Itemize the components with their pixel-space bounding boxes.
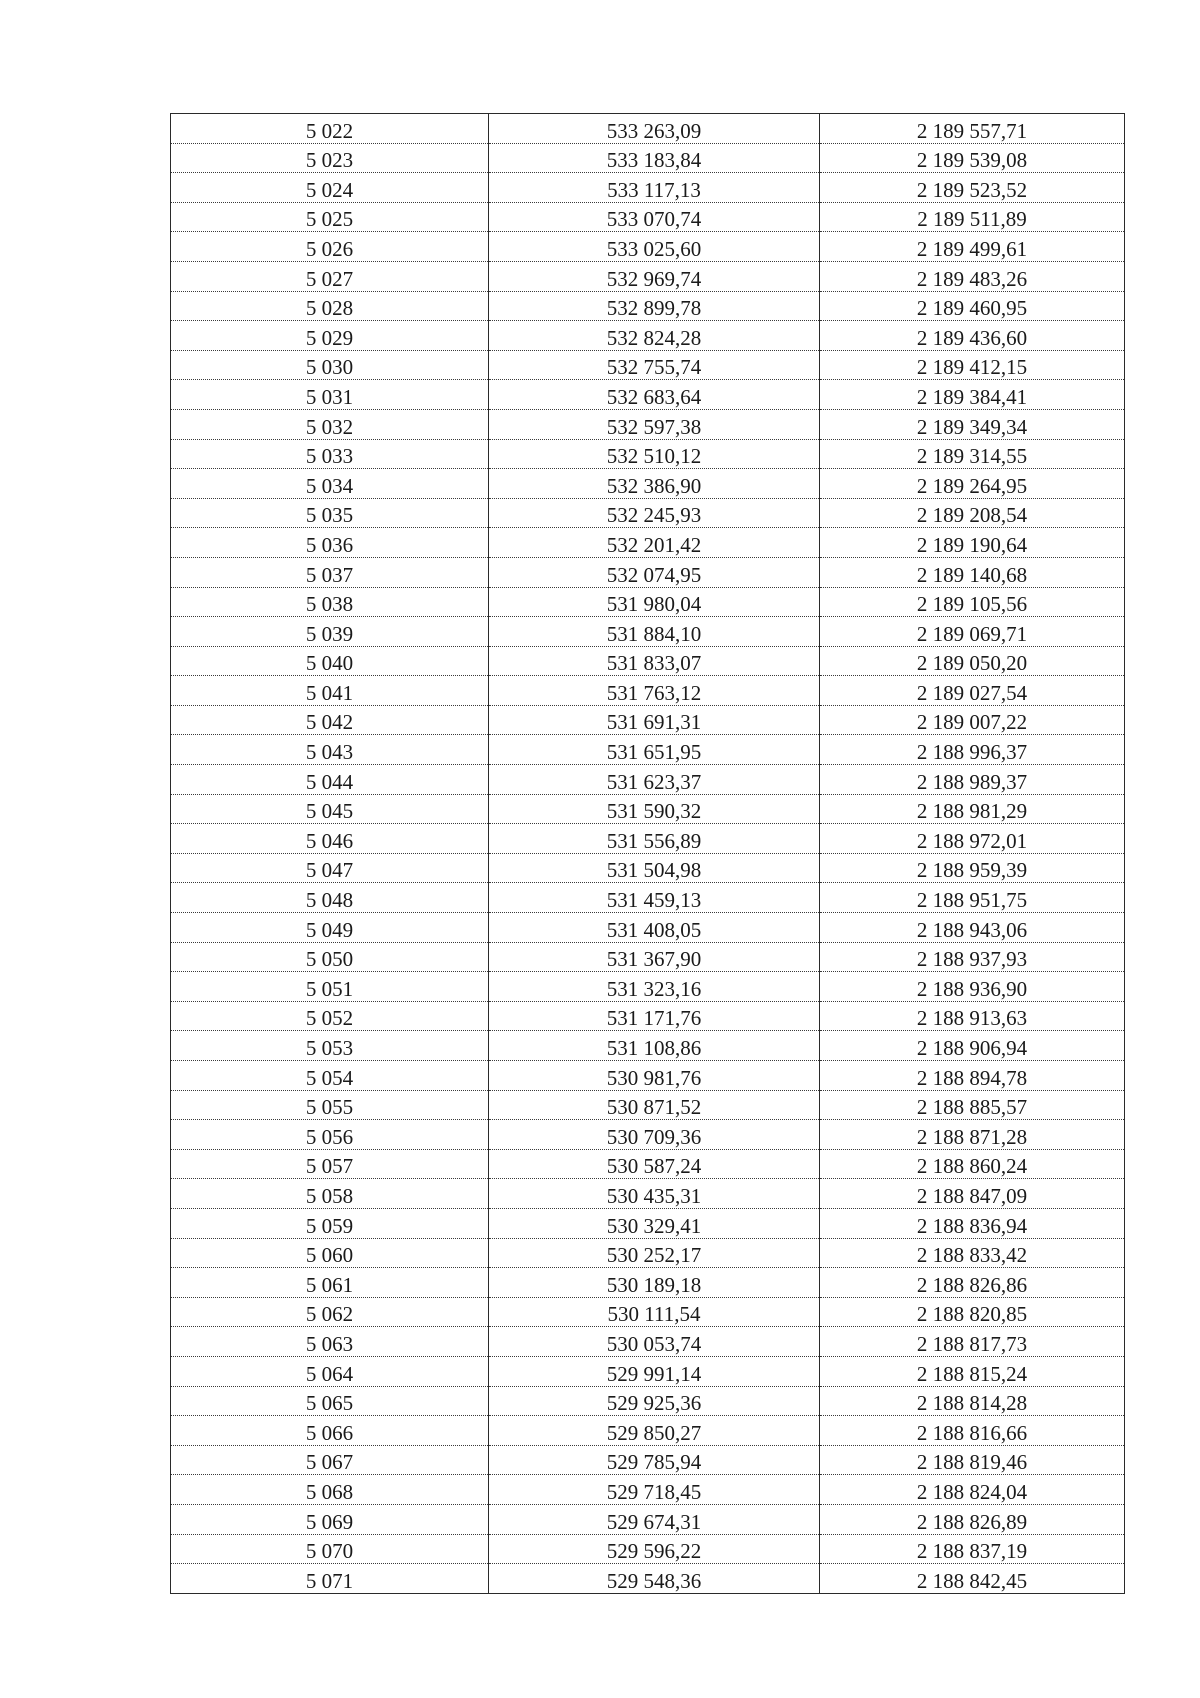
table-row: [171, 409, 1125, 439]
table-row: [171, 972, 1125, 1002]
y-coordinate-cell: 2 188 837,19: [820, 1534, 1125, 1564]
y-coordinate-cell: 2 188 937,93: [820, 942, 1125, 972]
x-coordinate-cell: 531 763,12: [489, 676, 820, 706]
table-row: [171, 883, 1125, 913]
x-coordinate-cell: 531 367,90: [489, 942, 820, 972]
table-row: [171, 143, 1125, 173]
table-row: [171, 676, 1125, 706]
table-row: [171, 380, 1125, 410]
y-coordinate-cell: 2 188 972,01: [820, 824, 1125, 854]
y-coordinate-cell: 2 189 007,22: [820, 705, 1125, 735]
table-row: [171, 202, 1125, 232]
point-number-cell: 5 027: [171, 261, 489, 291]
y-coordinate-cell: 2 189 460,95: [820, 291, 1125, 321]
table-row: [171, 705, 1125, 735]
y-coordinate-cell: 2 188 816,66: [820, 1416, 1125, 1446]
point-number-cell: 5 054: [171, 1061, 489, 1091]
point-number-cell: 5 034: [171, 469, 489, 499]
x-coordinate-cell: 532 074,95: [489, 557, 820, 587]
y-coordinate-cell: 2 189 436,60: [820, 321, 1125, 351]
x-coordinate-cell: 531 108,86: [489, 1031, 820, 1061]
y-coordinate-cell: 2 188 871,28: [820, 1120, 1125, 1150]
y-coordinate-cell: 2 189 314,55: [820, 439, 1125, 469]
x-coordinate-cell: 531 408,05: [489, 913, 820, 943]
x-coordinate-cell: 533 263,09: [489, 114, 820, 144]
point-number-cell: 5 053: [171, 1031, 489, 1061]
x-coordinate-cell: 531 504,98: [489, 853, 820, 883]
y-coordinate-cell: 2 188 959,39: [820, 853, 1125, 883]
point-number-cell: 5 062: [171, 1297, 489, 1327]
table-row: [171, 942, 1125, 972]
y-coordinate-cell: 2 189 483,26: [820, 261, 1125, 291]
table-row: [171, 1504, 1125, 1534]
table-row: [171, 114, 1125, 144]
point-number-cell: 5 031: [171, 380, 489, 410]
table-row: [171, 439, 1125, 469]
table-row: [171, 1327, 1125, 1357]
x-coordinate-cell: 531 556,89: [489, 824, 820, 854]
table-row: [171, 853, 1125, 883]
x-coordinate-cell: 531 323,16: [489, 972, 820, 1002]
table-row: [171, 1416, 1125, 1446]
table-row: [171, 1238, 1125, 1268]
y-coordinate-cell: 2 189 523,52: [820, 173, 1125, 203]
x-coordinate-cell: 531 623,37: [489, 765, 820, 795]
y-coordinate-cell: 2 188 833,42: [820, 1238, 1125, 1268]
table-row: [171, 1534, 1125, 1564]
x-coordinate-cell: 529 785,94: [489, 1445, 820, 1475]
point-number-cell: 5 065: [171, 1386, 489, 1416]
x-coordinate-cell: 532 899,78: [489, 291, 820, 321]
point-number-cell: 5 025: [171, 202, 489, 232]
x-coordinate-cell: 530 435,31: [489, 1179, 820, 1209]
y-coordinate-cell: 2 188 820,85: [820, 1297, 1125, 1327]
table-row: [171, 1475, 1125, 1505]
point-number-cell: 5 045: [171, 794, 489, 824]
y-coordinate-cell: 2 189 412,15: [820, 350, 1125, 380]
point-number-cell: 5 035: [171, 498, 489, 528]
y-coordinate-cell: 2 188 817,73: [820, 1327, 1125, 1357]
point-number-cell: 5 048: [171, 883, 489, 913]
table-row: [171, 1445, 1125, 1475]
x-coordinate-cell: 529 850,27: [489, 1416, 820, 1446]
x-coordinate-cell: 530 252,17: [489, 1238, 820, 1268]
table-row: [171, 1090, 1125, 1120]
table-row: [171, 291, 1125, 321]
y-coordinate-cell: 2 189 539,08: [820, 143, 1125, 173]
table-row: [171, 1356, 1125, 1386]
x-coordinate-cell: 532 824,28: [489, 321, 820, 351]
x-coordinate-cell: 533 183,84: [489, 143, 820, 173]
point-number-cell: 5 057: [171, 1149, 489, 1179]
y-coordinate-cell: 2 189 140,68: [820, 557, 1125, 587]
table-row: [171, 1386, 1125, 1416]
table-row: [171, 1061, 1125, 1091]
point-number-cell: 5 056: [171, 1120, 489, 1150]
y-coordinate-cell: 2 188 906,94: [820, 1031, 1125, 1061]
point-number-cell: 5 041: [171, 676, 489, 706]
table-row: [171, 1001, 1125, 1031]
point-number-cell: 5 068: [171, 1475, 489, 1505]
table-row: [171, 1120, 1125, 1150]
table-row: [171, 469, 1125, 499]
x-coordinate-cell: 531 691,31: [489, 705, 820, 735]
point-number-cell: 5 046: [171, 824, 489, 854]
table-row: [171, 498, 1125, 528]
y-coordinate-cell: 2 189 499,61: [820, 232, 1125, 262]
point-number-cell: 5 037: [171, 557, 489, 587]
point-number-cell: 5 052: [171, 1001, 489, 1031]
x-coordinate-cell: 532 755,74: [489, 350, 820, 380]
x-coordinate-cell: 531 651,95: [489, 735, 820, 765]
x-coordinate-cell: 530 871,52: [489, 1090, 820, 1120]
table-row: [171, 1031, 1125, 1061]
y-coordinate-cell: 2 189 050,20: [820, 646, 1125, 676]
table-row: [171, 1268, 1125, 1298]
point-number-cell: 5 066: [171, 1416, 489, 1446]
y-coordinate-cell: 2 188 913,63: [820, 1001, 1125, 1031]
point-number-cell: 5 044: [171, 765, 489, 795]
point-number-cell: 5 071: [171, 1564, 489, 1594]
point-number-cell: 5 040: [171, 646, 489, 676]
x-coordinate-cell: 532 683,64: [489, 380, 820, 410]
y-coordinate-cell: 2 188 860,24: [820, 1149, 1125, 1179]
table-row: [171, 261, 1125, 291]
point-number-cell: 5 050: [171, 942, 489, 972]
y-coordinate-cell: 2 188 815,24: [820, 1356, 1125, 1386]
y-coordinate-cell: 2 189 027,54: [820, 676, 1125, 706]
x-coordinate-cell: 529 991,14: [489, 1356, 820, 1386]
point-number-cell: 5 039: [171, 617, 489, 647]
y-coordinate-cell: 2 189 384,41: [820, 380, 1125, 410]
x-coordinate-cell: 533 070,74: [489, 202, 820, 232]
x-coordinate-cell: 532 969,74: [489, 261, 820, 291]
point-number-cell: 5 036: [171, 528, 489, 558]
point-number-cell: 5 055: [171, 1090, 489, 1120]
table-row: [171, 232, 1125, 262]
x-coordinate-cell: 531 590,32: [489, 794, 820, 824]
y-coordinate-cell: 2 189 105,56: [820, 587, 1125, 617]
point-number-cell: 5 067: [171, 1445, 489, 1475]
table-row: [171, 557, 1125, 587]
y-coordinate-cell: 2 188 951,75: [820, 883, 1125, 913]
table-row: [171, 1564, 1125, 1594]
x-coordinate-cell: 530 329,41: [489, 1208, 820, 1238]
x-coordinate-cell: 531 459,13: [489, 883, 820, 913]
y-coordinate-cell: 2 188 885,57: [820, 1090, 1125, 1120]
y-coordinate-cell: 2 188 824,04: [820, 1475, 1125, 1505]
point-number-cell: 5 028: [171, 291, 489, 321]
x-coordinate-cell: 533 025,60: [489, 232, 820, 262]
point-number-cell: 5 023: [171, 143, 489, 173]
y-coordinate-cell: 2 188 981,29: [820, 794, 1125, 824]
point-number-cell: 5 038: [171, 587, 489, 617]
y-coordinate-cell: 2 188 814,28: [820, 1386, 1125, 1416]
x-coordinate-cell: 530 981,76: [489, 1061, 820, 1091]
point-number-cell: 5 063: [171, 1327, 489, 1357]
table-row: [171, 528, 1125, 558]
point-number-cell: 5 064: [171, 1356, 489, 1386]
table-row: [171, 1149, 1125, 1179]
point-number-cell: 5 030: [171, 350, 489, 380]
x-coordinate-cell: 532 510,12: [489, 439, 820, 469]
table-row: [171, 321, 1125, 351]
x-coordinate-cell: 532 201,42: [489, 528, 820, 558]
y-coordinate-cell: 2 188 836,94: [820, 1208, 1125, 1238]
y-coordinate-cell: 2 189 349,34: [820, 409, 1125, 439]
y-coordinate-cell: 2 188 826,89: [820, 1504, 1125, 1534]
y-coordinate-cell: 2 188 996,37: [820, 735, 1125, 765]
x-coordinate-cell: 529 925,36: [489, 1386, 820, 1416]
point-number-cell: 5 060: [171, 1238, 489, 1268]
point-number-cell: 5 024: [171, 173, 489, 203]
point-number-cell: 5 069: [171, 1504, 489, 1534]
x-coordinate-cell: 532 245,93: [489, 498, 820, 528]
point-number-cell: 5 059: [171, 1208, 489, 1238]
y-coordinate-cell: 2 188 989,37: [820, 765, 1125, 795]
x-coordinate-cell: 529 596,22: [489, 1534, 820, 1564]
y-coordinate-cell: 2 188 894,78: [820, 1061, 1125, 1091]
point-number-cell: 5 047: [171, 853, 489, 883]
point-number-cell: 5 022: [171, 114, 489, 144]
x-coordinate-cell: 532 386,90: [489, 469, 820, 499]
y-coordinate-cell: 2 188 943,06: [820, 913, 1125, 943]
x-coordinate-cell: 529 548,36: [489, 1564, 820, 1594]
table-row: [171, 735, 1125, 765]
y-coordinate-cell: 2 189 208,54: [820, 498, 1125, 528]
table-row: [171, 794, 1125, 824]
x-coordinate-cell: 533 117,13: [489, 173, 820, 203]
point-number-cell: 5 026: [171, 232, 489, 262]
x-coordinate-cell: 529 718,45: [489, 1475, 820, 1505]
table-row: [171, 765, 1125, 795]
table-row: [171, 913, 1125, 943]
y-coordinate-cell: 2 188 826,86: [820, 1268, 1125, 1298]
x-coordinate-cell: 531 171,76: [489, 1001, 820, 1031]
point-number-cell: 5 032: [171, 409, 489, 439]
y-coordinate-cell: 2 189 557,71: [820, 114, 1125, 144]
x-coordinate-cell: 531 980,04: [489, 587, 820, 617]
table-row: [171, 646, 1125, 676]
x-coordinate-cell: 530 111,54: [489, 1297, 820, 1327]
x-coordinate-cell: 530 709,36: [489, 1120, 820, 1150]
point-number-cell: 5 070: [171, 1534, 489, 1564]
y-coordinate-cell: 2 189 511,89: [820, 202, 1125, 232]
table-row: [171, 1179, 1125, 1209]
point-number-cell: 5 058: [171, 1179, 489, 1209]
y-coordinate-cell: 2 188 936,90: [820, 972, 1125, 1002]
x-coordinate-cell: 530 053,74: [489, 1327, 820, 1357]
x-coordinate-cell: 531 884,10: [489, 617, 820, 647]
x-coordinate-cell: 532 597,38: [489, 409, 820, 439]
y-coordinate-cell: 2 188 842,45: [820, 1564, 1125, 1594]
y-coordinate-cell: 2 189 190,64: [820, 528, 1125, 558]
table-row: [171, 350, 1125, 380]
point-number-cell: 5 049: [171, 913, 489, 943]
point-number-cell: 5 042: [171, 705, 489, 735]
point-number-cell: 5 043: [171, 735, 489, 765]
x-coordinate-cell: 530 587,24: [489, 1149, 820, 1179]
y-coordinate-cell: 2 189 069,71: [820, 617, 1125, 647]
x-coordinate-cell: 531 833,07: [489, 646, 820, 676]
table-row: [171, 1297, 1125, 1327]
table-row: [171, 617, 1125, 647]
table-row: [171, 824, 1125, 854]
table-row: [171, 173, 1125, 203]
point-number-cell: 5 033: [171, 439, 489, 469]
y-coordinate-cell: 2 189 264,95: [820, 469, 1125, 499]
point-number-cell: 5 029: [171, 321, 489, 351]
table-row: [171, 1208, 1125, 1238]
y-coordinate-cell: 2 188 847,09: [820, 1179, 1125, 1209]
y-coordinate-cell: 2 188 819,46: [820, 1445, 1125, 1475]
x-coordinate-cell: 529 674,31: [489, 1504, 820, 1534]
table-body: [171, 114, 1125, 1594]
table-row: [171, 587, 1125, 617]
coordinates-table: [170, 113, 1125, 1594]
x-coordinate-cell: 530 189,18: [489, 1268, 820, 1298]
point-number-cell: 5 061: [171, 1268, 489, 1298]
point-number-cell: 5 051: [171, 972, 489, 1002]
